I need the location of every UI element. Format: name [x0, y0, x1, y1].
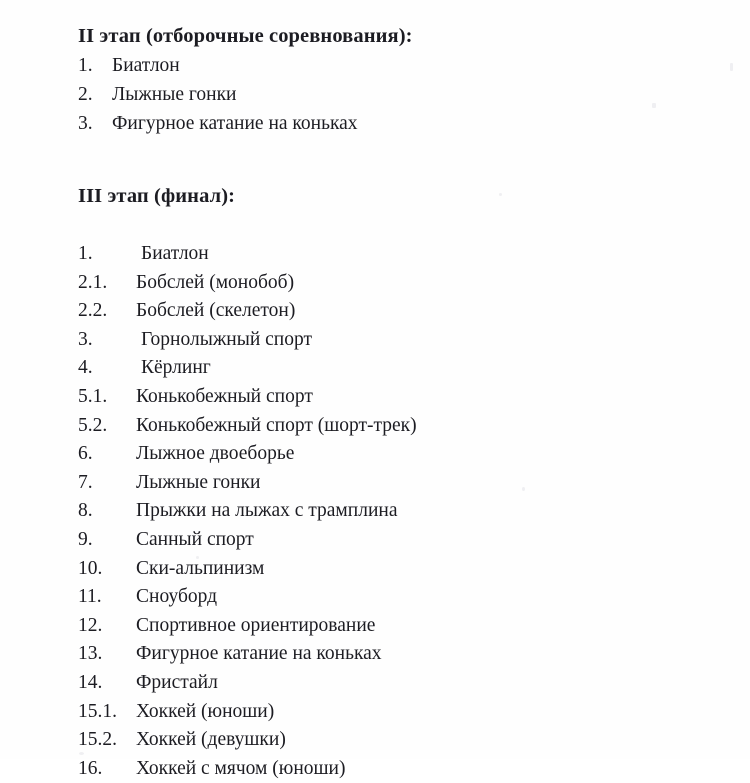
section-heading-stage-2: II этап (отборочные соревнования):: [78, 25, 413, 47]
list-item-label: Кёрлинг: [141, 357, 211, 379]
list-item: [0, 240, 750, 269]
list-item-label: Лыжное двоеборье: [136, 443, 295, 465]
list-item-label: Конькобежный спорт: [136, 385, 313, 407]
list-item-number: 3.: [78, 113, 93, 135]
list-item-number: 13.: [78, 643, 103, 665]
list-item-label: Биатлон: [112, 55, 180, 76]
list-item: [0, 469, 750, 498]
list-item-number: 6.: [78, 443, 93, 465]
list-item-label: Биатлон: [141, 243, 209, 264]
list-item-number: 3.: [78, 328, 93, 350]
list-item: [0, 109, 750, 138]
list-item-number: 10.: [78, 557, 103, 579]
list-item-number: 1.: [78, 55, 93, 76]
list-item: [0, 51, 750, 80]
list-item-number: 12.: [78, 614, 103, 636]
list-item-number: 2.: [78, 84, 93, 106]
list-item-label: Спортивное ориентирование: [136, 614, 376, 636]
section-stage-2: [0, 22, 750, 139]
list-item-label: Фигурное катание на коньках: [112, 113, 358, 135]
list-item: [0, 440, 750, 469]
list-item-label: Санный спорт: [136, 528, 254, 550]
list-item-label: Лыжные гонки: [112, 84, 237, 106]
list-item: [0, 297, 750, 326]
list-item-number: 2.2.: [78, 300, 108, 322]
list-item-label: Хоккей с мячом (юноши): [136, 757, 346, 779]
list-item: [0, 326, 750, 355]
list-item-number: 1.: [78, 243, 93, 264]
section-stage-3: [0, 182, 750, 783]
list-item: [0, 640, 750, 669]
list-item-number: 15.1.: [78, 700, 117, 722]
list-item-label: Ски-альпинизм: [136, 557, 265, 579]
list-item: [0, 526, 750, 555]
list-item: [0, 583, 750, 612]
sport-list-stage-3: [0, 240, 750, 783]
list-item: [0, 80, 750, 109]
list-item: [0, 497, 750, 526]
list-item-label: Бобслей (скелетон): [136, 300, 296, 322]
list-item-label: Фигурное катание на коньках: [136, 643, 382, 665]
list-item-label: Сноуборд: [136, 586, 218, 608]
list-item-number: 16.: [78, 757, 103, 779]
list-item-label: Горнолыжный спорт: [141, 328, 312, 350]
section-heading-stage-3: III этап (финал):: [78, 185, 236, 207]
list-item: [0, 669, 750, 698]
list-item-number: 7.: [78, 471, 93, 493]
list-item-number: 5.2.: [78, 414, 108, 436]
list-item-number: 2.1.: [78, 271, 108, 293]
list-item: [0, 412, 750, 441]
list-item: [0, 555, 750, 584]
list-item-number: 9.: [78, 528, 93, 550]
list-item: [0, 354, 750, 383]
list-item-label: Хоккей (юноши): [136, 700, 275, 722]
list-item-number: 15.2.: [78, 729, 117, 751]
list-item-label: Прыжки на лыжах с трамплина: [136, 500, 398, 522]
list-item: [0, 726, 750, 755]
list-item-label: Хоккей (девушки): [136, 729, 286, 751]
list-item-label: Лыжные гонки: [136, 471, 261, 493]
list-item-number: 8.: [78, 500, 93, 522]
list-item-number: 4.: [78, 357, 93, 379]
list-item-number: 11.: [78, 586, 102, 608]
list-item-number: 14.: [78, 671, 103, 693]
list-item: [0, 383, 750, 412]
list-item-label: Бобслей (монобоб): [136, 271, 295, 293]
list-item-label: Фристайл: [136, 671, 218, 693]
list-item: [0, 612, 750, 641]
list-item-label: Конькобежный спорт (шорт-трек): [136, 414, 417, 436]
list-item: [0, 269, 750, 298]
list-item: [0, 698, 750, 727]
list-item-number: 5.1.: [78, 385, 108, 407]
sport-list-stage-2: [0, 51, 750, 139]
